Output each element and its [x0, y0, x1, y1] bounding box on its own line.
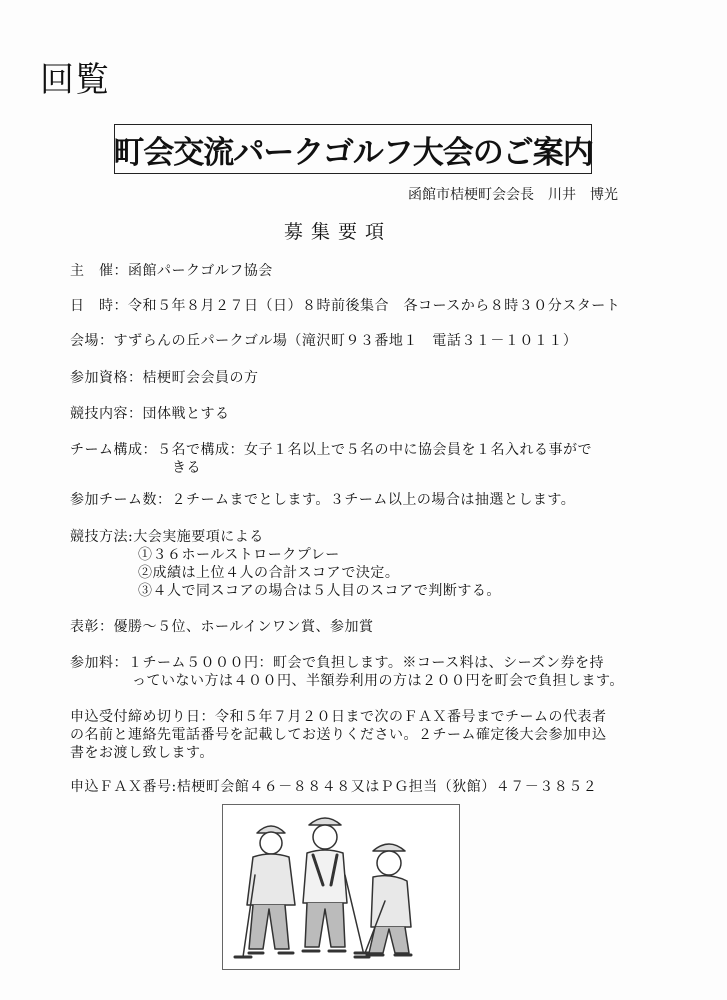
item-content: 競技内容：団体戦とする — [70, 406, 230, 422]
item-organizer: 主 催：函館パークゴルフ協会 — [70, 263, 273, 279]
section-heading: 募集要項 — [284, 221, 393, 243]
item-deadline: 申込受付締め切り日：令和５年７月２０日まで次のＦＡＸ番号までチームの代表者 — [70, 709, 607, 725]
item-venue: 会場：すずらんの丘パークゴル場（滝沢町９３番地１ 電話３１－１０１１） — [70, 333, 578, 349]
item-method: 競技方法:大会実施要項による — [70, 529, 264, 545]
title-box — [114, 124, 592, 174]
author-line: 函館市桔梗町会会長 川井 博光 — [408, 187, 618, 203]
circulation-label: 回覧 — [40, 60, 110, 100]
item-fee: 参加料：１チーム５０００円：町会で負担します。※コース料は、シーズン券を持 — [70, 655, 604, 671]
item-fee-cont: っていない方は４００円、半額券利用の方は２００円を町会で負担します。 — [132, 673, 624, 689]
method-sub-3: ③４人で同スコアの場合は５人目のスコアで判断する。 — [138, 583, 501, 599]
item-team-count: 参加チーム数：２チームまでとします。３チーム以上の場合は抽選とします。 — [70, 492, 576, 508]
item-team-cont: きる — [172, 460, 201, 476]
golfers-illustration — [222, 804, 460, 970]
item-datetime: 日 時：令和５年８月２７日（日）８時前後集合 各コースから８時３０分スタート — [70, 298, 621, 314]
page-title: 町会交流パークゴルフ大会のご案内 — [113, 134, 593, 171]
item-fax: 申込ＦＡＸ番号:桔梗町会館４６－８８４８又はＰＧ担当（狄館）４７－３８５２ — [70, 779, 598, 795]
method-sub-1: ①３６ホールストロークプレー — [138, 547, 340, 563]
item-awards: 表彰：優勝～５位、ホールインワン賞、参加賞 — [70, 619, 374, 635]
item-eligibility: 参加資格：桔梗町会会員の方 — [70, 370, 259, 386]
item-team: チーム構成：５名で構成：女子１名以上で５名の中に協会員を１名入れる事がで — [70, 442, 592, 458]
method-sub-2: ②成績は上位４人の合計スコアで決定。 — [138, 565, 400, 581]
item-deadline-cont: の名前と連絡先電話番号を記載してお送りください。２チーム確定後大会参加申込 — [70, 727, 607, 743]
golfers-illustration-svg — [223, 805, 459, 969]
item-deadline-cont2: 書をお渡し致します。 — [70, 745, 214, 761]
